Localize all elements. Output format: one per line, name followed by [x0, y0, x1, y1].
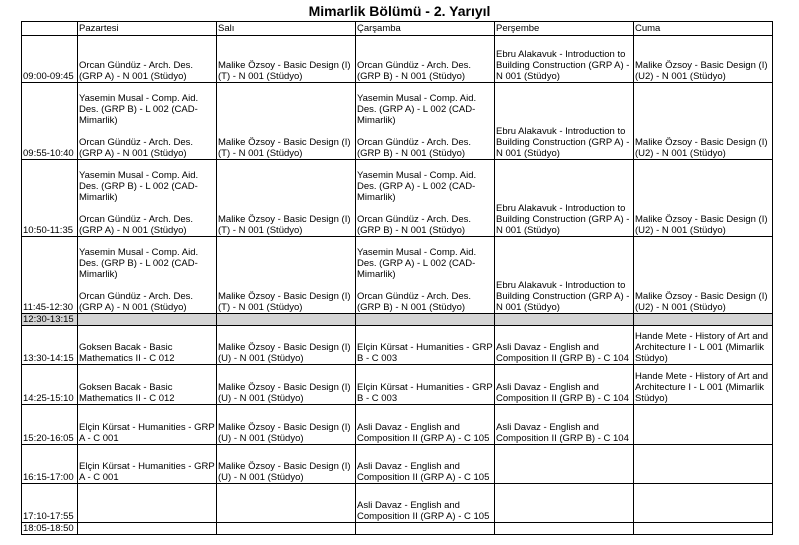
schedule-table: [21, 21, 773, 535]
course-entry: Asli Davaz - English and Composition II (GRP A) - C 105: [357, 422, 490, 444]
schedule-cell: [78, 237, 217, 314]
course-entry: Malike Özsoy - Basic Design (I) (T) - N 001 (Stüdyo): [218, 137, 351, 159]
lunch-break-row: [22, 314, 773, 326]
course-entry: Hande Mete - History of Art and Architecture I - L 001 (Mimarlik Stüdyo): [635, 331, 769, 364]
schedule-cell: [78, 523, 217, 535]
course-entry: Asli Davaz - English and Composition II (GRP A) - C 105: [357, 461, 490, 483]
course-entry: Ebru Alakavuk - Introduction to Building Construction (GRP A) - N 001 (Stüdyo): [496, 280, 630, 313]
course-entry: Orcan Gündüz - Arch. Des.(GRP A) - N 001 (Stüdyo): [79, 214, 194, 236]
schedule-cell: [356, 484, 495, 523]
course-entry: Orcan Gündüz - Arch. Des.(GRP B) - N 001 (Stüdyo): [357, 60, 472, 82]
time-slot-row: [22, 237, 773, 314]
header-row: [22, 22, 773, 36]
course-entry: Asli Davaz - English and Composition II (GRP B) - C 104: [496, 342, 629, 364]
lunch-cell: [356, 314, 495, 326]
course-entry: Orcan Gündüz - Arch. Des.(GRP B) - N 001 (Stüdyo): [357, 137, 472, 159]
time-slot-row: [22, 484, 773, 523]
schedule-cell: [495, 237, 634, 314]
schedule-cell: [356, 83, 495, 160]
schedule-cell: [78, 365, 217, 405]
time-label: 14:25-15:10: [22, 365, 78, 405]
course-entry: Asli Davaz - English and Composition II (GRP B) - C 104: [496, 382, 629, 404]
last-time-label: 18:05-18:50: [22, 523, 78, 535]
time-slot-row: [22, 365, 773, 405]
course-entry: Malike Özsoy - Basic Design (I) (T) - N 001 (Stüdyo): [218, 291, 351, 313]
course-entry: Orcan Gündüz - Arch. Des.(GRP A) - N 001 (Stüdyo): [79, 291, 194, 313]
time-slot-row: [22, 326, 773, 365]
schedule-cell: [217, 160, 356, 237]
course-entry: Orcan Gündüz - Arch. Des.(GRP B) - N 001 (Stüdyo): [357, 214, 472, 236]
time-label: 09:55-10:40: [22, 83, 78, 160]
schedule-cell: [634, 405, 773, 445]
schedule-cell: [217, 237, 356, 314]
last-slot-row: [22, 523, 773, 535]
schedule-cell: [356, 160, 495, 237]
course-entry: Asli Davaz - English and Composition II (GRP A) - C 105: [357, 500, 490, 522]
schedule-cell: [495, 365, 634, 405]
course-entry: Elçin Kürsat - Humanities - GRP B - C 003: [357, 342, 493, 364]
schedule-cell: [78, 36, 217, 83]
course-entry: Yasemin Musal - Comp. Aid. Des. (GRP B) - L 002 (CAD-Mimarlik): [79, 247, 199, 280]
schedule-cell: [217, 445, 356, 484]
course-entry: Hande Mete - History of Art and Architecture I - L 001 (Mimarlik Stüdyo): [635, 371, 769, 404]
day-header: Pazartesi: [78, 22, 217, 36]
schedule-cell: [356, 523, 495, 535]
schedule-cell: [356, 405, 495, 445]
schedule-cell: [634, 237, 773, 314]
schedule-cell: [217, 365, 356, 405]
course-entry: Elçin Kürsat - Humanities - GRP A - C 001: [79, 422, 215, 444]
schedule-cell: [634, 365, 773, 405]
course-entry: Elçin Kürsat - Humanities - GRP A - C 001: [79, 461, 215, 483]
course-entry: Goksen Bacak - Basic Mathematics II - C 012: [79, 342, 175, 364]
schedule-cell: [356, 326, 495, 365]
course-entry: Elçin Kürsat - Humanities - GRP B - C 003: [357, 382, 493, 404]
schedule-cell: [495, 36, 634, 83]
lunch-cell: [495, 314, 634, 326]
day-header: Çarşamba: [356, 22, 495, 36]
time-label: 13:30-14:15: [22, 326, 78, 365]
course-entry: Asli Davaz - English and Composition II (GRP B) - C 104: [496, 422, 629, 444]
schedule-cell: [634, 326, 773, 365]
course-entry: Orcan Gündüz - Arch. Des.(GRP A) - N 001 (Stüdyo): [79, 60, 194, 82]
schedule-cell: [217, 405, 356, 445]
schedule-cell: [78, 83, 217, 160]
lunch-cell: [217, 314, 356, 326]
course-entry: Ebru Alakavuk - Introduction to Building Construction (GRP A) - N 001 (Stüdyo): [496, 203, 630, 236]
schedule-cell: [634, 523, 773, 535]
schedule-cell: [634, 36, 773, 83]
time-slot-row: [22, 160, 773, 237]
schedule-cell: [78, 326, 217, 365]
course-entry: Ebru Alakavuk - Introduction to Building Construction (GRP A) - N 001 (Stüdyo): [496, 126, 630, 159]
course-entry: Malike Özsoy - Basic Design (I) (U) - N 001 (Stüdyo): [218, 461, 351, 483]
page-title: Mimarlik Bölümü - 2. Yarıyıl: [308, 3, 491, 19]
time-label: 15:20-16:05: [22, 405, 78, 445]
time-label: 10:50-11:35: [22, 160, 78, 237]
schedule-cell: [495, 445, 634, 484]
day-header: Cuma: [634, 22, 773, 36]
time-slot-row: [22, 405, 773, 445]
day-header: Perşembe: [495, 22, 634, 36]
schedule-cell: [217, 83, 356, 160]
course-entry: Malike Özsoy - Basic Design (I) (U2) - N 001 (Stüdyo): [635, 137, 768, 159]
course-entry: Yasemin Musal - Comp. Aid. Des. (GRP A) - L 002 (CAD-Mimarlik): [357, 170, 477, 203]
course-entry: Malike Özsoy - Basic Design (I) (U) - N 001 (Stüdyo): [218, 422, 351, 444]
time-slot-row: [22, 36, 773, 83]
course-entry: Yasemin Musal - Comp. Aid. Des. (GRP B) - L 002 (CAD-Mimarlik): [79, 170, 199, 203]
schedule-cell: [495, 405, 634, 445]
course-entry: Malike Özsoy - Basic Design (I) (U2) - N 001 (Stüdyo): [635, 291, 768, 313]
schedule-cell: [634, 83, 773, 160]
schedule-cell: [495, 326, 634, 365]
course-entry: Malike Özsoy - Basic Design (I) (T) - N 001 (Stüdyo): [218, 60, 351, 82]
schedule-cell: [78, 445, 217, 484]
time-label: 09:00-09:45: [22, 36, 78, 83]
day-header: Salı: [217, 22, 356, 36]
lunch-time-label: 12:30-13:15: [22, 314, 78, 326]
course-entry: Malike Özsoy - Basic Design (I) (T) - N 001 (Stüdyo): [218, 214, 351, 236]
schedule-cell: [217, 523, 356, 535]
time-label: 17:10-17:55: [22, 484, 78, 523]
schedule-cell: [78, 405, 217, 445]
schedule-cell: [495, 484, 634, 523]
course-entry: Yasemin Musal - Comp. Aid. Des. (GRP A) - L 002 (CAD-Mimarlik): [357, 247, 477, 280]
time-slot-row: [22, 83, 773, 160]
schedule-cell: [356, 36, 495, 83]
schedule-cell: [495, 523, 634, 535]
course-entry: Malike Özsoy - Basic Design (I) (U) - N 001 (Stüdyo): [218, 342, 351, 364]
course-entry: Malike Özsoy - Basic Design (I) (U2) - N 001 (Stüdyo): [635, 214, 768, 236]
schedule-cell: [495, 160, 634, 237]
course-entry: Ebru Alakavuk - Introduction to Building Construction (GRP A) - N 001 (Stüdyo): [496, 49, 630, 82]
schedule-cell: [495, 83, 634, 160]
lunch-cell: [634, 314, 773, 326]
schedule-cell: [356, 237, 495, 314]
time-slot-row: [22, 445, 773, 484]
course-entry: Yasemin Musal - Comp. Aid. Des. (GRP B) - L 002 (CAD-Mimarlik): [79, 93, 199, 126]
schedule-cell: [634, 484, 773, 523]
schedule-cell: [217, 484, 356, 523]
schedule-cell: [634, 160, 773, 237]
header-corner: [22, 22, 78, 36]
course-entry: Malike Özsoy - Basic Design (I) (U2) - N 001 (Stüdyo): [635, 60, 768, 82]
time-label: 16:15-17:00: [22, 445, 78, 484]
schedule-cell: [356, 365, 495, 405]
schedule-cell: [78, 484, 217, 523]
course-entry: Malike Özsoy - Basic Design (I) (U) - N 001 (Stüdyo): [218, 382, 351, 404]
schedule-cell: [634, 445, 773, 484]
course-entry: Goksen Bacak - Basic Mathematics II - C 012: [79, 382, 175, 404]
lunch-cell: [78, 314, 217, 326]
schedule-cell: [217, 36, 356, 83]
course-entry: Orcan Gündüz - Arch. Des.(GRP A) - N 001 (Stüdyo): [79, 137, 194, 159]
course-entry: Orcan Gündüz - Arch. Des.(GRP B) - N 001 (Stüdyo): [357, 291, 472, 313]
time-label: 11:45-12:30: [22, 237, 78, 314]
schedule-cell: [217, 326, 356, 365]
course-entry: Yasemin Musal - Comp. Aid. Des. (GRP A) - L 002 (CAD-Mimarlik): [357, 93, 477, 126]
schedule-cell: [356, 445, 495, 484]
schedule-cell: [78, 160, 217, 237]
